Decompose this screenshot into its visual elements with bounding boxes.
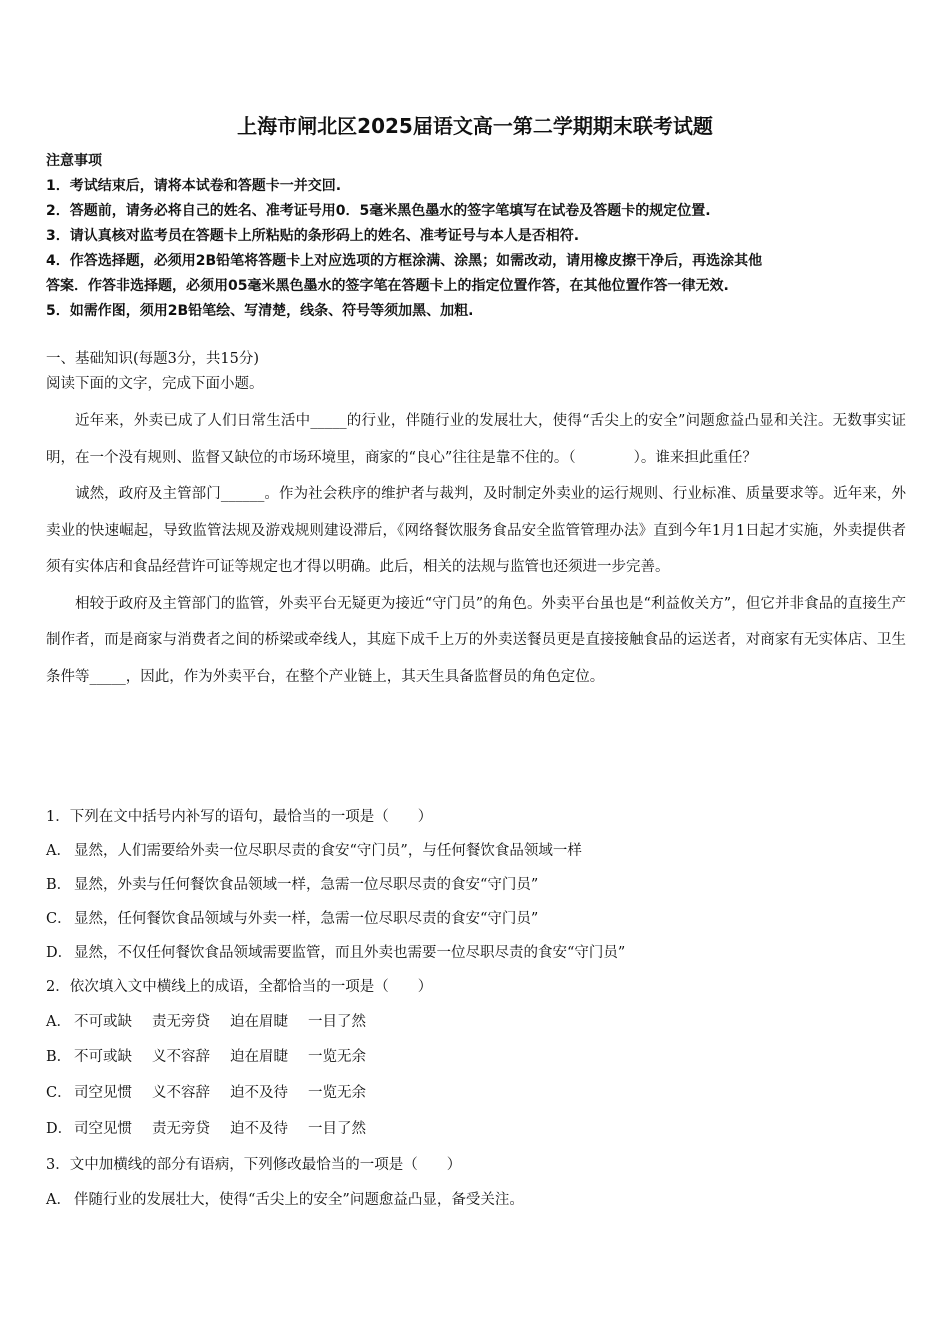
option-letter: C． [46,911,72,927]
notice-item: 5．如需作图，须用2B铅笔绘、写清楚，线条、符号等须加黑、加粗. [46,303,474,319]
notice-item: 2．答题前，请务必将自己的姓名、准考证号用0．5毫米黑色墨水的签字笔填写在试卷及答题卡的规定位置. [46,203,711,219]
question-2-option-a[interactable] [46,1011,386,1033]
option-letter: D． [46,1121,73,1137]
idiom: 司空见惯 [74,1085,132,1101]
passage-paragraph: 近年来，外卖已成了人们日常生活中_____的行业，伴随行业的发展壮大，使得“舌尖上的安全”问题愈益凸显和关注。无数事实证明，在一个没有规则、监督又缺位的市场环境里，商家的“良心”往往是靠不住的。（ ）。谁来担此重任？ [46,413,906,466]
question-1-option-d[interactable] [46,942,625,964]
passage-paragraph: 诚然，政府及主管部门______。作为社会秩序的维护者与裁判，及时制定外卖业的运行规则、行业标准、质量要求等。近年来，外卖业的快速崛起，导致监管法规及游戏规则建设滞后，《网络餐饮服务食品安全监管管理办法》直到今年1月1日起才实施，外卖提供者须有实体店和食品经营许可证等规定也才得以明确。此后，相关的法规与监管也还须进一步完善。 [46,486,906,575]
notice-item: 4．作答选择题，必须用2B铅笔将答题卡上对应选项的方框涂满、涂黑；如需改动，请用橡皮擦干净后，再选涂其他 [46,253,763,269]
notice-heading: 注意事项 [46,153,102,169]
question-2-option-d[interactable] [46,1118,386,1140]
idiom: 义不容辞 [152,1049,210,1065]
question-2-option-b[interactable] [46,1046,386,1068]
question-2-option-c[interactable] [46,1082,386,1104]
reading-instruction: 阅读下面的文字，完成下面小题。 [46,376,264,392]
idiom: 迫在眉睫 [230,1049,288,1065]
notice-item: 答案．作答非选择题，必须用05毫米黑色墨水的签字笔在答题卡上的指定位置作答，在其他位置作答一律无效. [46,278,729,294]
question-2-stem: 2．依次填入文中横线上的成语，全都恰当的一项是（ ） [46,979,433,995]
idiom: 不可或缺 [74,1014,132,1030]
option-text: 显然，不仅任何餐饮食品领域需要监管，而且外卖也需要一位尽职尽责的食安“守门员” [74,945,626,961]
option-text: 显然，外卖与任何餐饮食品领域一样，急需一位尽职尽责的食安“守门员” [74,877,539,893]
idiom: 义不容辞 [152,1085,210,1101]
option-letter: A． [46,1192,71,1208]
notice-item: 1．考试结束后，请将本试卷和答题卡一并交回. [46,178,342,194]
idiom: 不可或缺 [74,1049,132,1065]
question-1-stem: 1．下列在文中括号内补写的语句，最恰当的一项是（ ） [46,809,433,825]
reading-passage [46,403,906,695]
option-text: 显然，人们需要给外卖一位尽职尽责的食安“守门员”，与任何餐饮食品领域一样 [74,843,582,859]
option-letter: B． [46,1049,72,1065]
question-1-option-c[interactable] [46,908,538,930]
question-3-option-a[interactable] [46,1189,524,1211]
option-letter: C． [46,1085,72,1101]
idiom: 一览无余 [308,1085,366,1101]
option-letter: B． [46,877,72,893]
idiom: 迫不及待 [230,1085,288,1101]
idiom: 一目了然 [308,1014,366,1030]
question-3-stem: 3．文中加横线的部分有语病，下列修改最恰当的一项是（ ） [46,1157,462,1173]
option-text: 显然，任何餐饮食品领域与外卖一样，急需一位尽职尽责的食安“守门员” [74,911,539,927]
option-letter: A． [46,1014,71,1030]
option-letter: D． [46,945,73,961]
notice-item: 3．请认真核对监考员在答题卡上所粘贴的条形码上的姓名、准考证号与本人是否相符. [46,228,580,244]
idiom: 迫不及待 [230,1121,288,1137]
page-title: 上海市闸北区2025届语文高一第二学期期末联考试题 [237,114,713,138]
question-1-option-b[interactable] [46,874,538,896]
option-text: 伴随行业的发展壮大，使得“舌尖上的安全”问题愈益凸显，备受关注。 [74,1192,524,1208]
idiom: 司空见惯 [74,1121,132,1137]
idiom: 责无旁贷 [152,1014,210,1030]
passage-paragraph: 相较于政府及主管部门的监管，外卖平台无疑更为接近“守门员”的角色。外卖平台虽也是“利益攸关方”，但它并非食品的直接生产制作者，而是商家与消费者之间的桥梁或牵线人，其庭下成千上万的外卖送餐员更是直接接触食品的运送者，对商家有无实体店、卫生条件等_____，因此，作为外卖平台，在整个产业链上，其天生具备监督员的角色定位。 [46,595,906,685]
idiom: 责无旁贷 [152,1121,210,1137]
question-1-option-a[interactable] [46,840,582,862]
idiom: 一目了然 [308,1121,366,1137]
idiom: 一览无余 [308,1049,366,1065]
idiom: 迫在眉睫 [230,1014,288,1030]
section-heading: 一、基础知识(每题3分，共15分) [46,351,259,367]
option-letter: A． [46,843,71,859]
